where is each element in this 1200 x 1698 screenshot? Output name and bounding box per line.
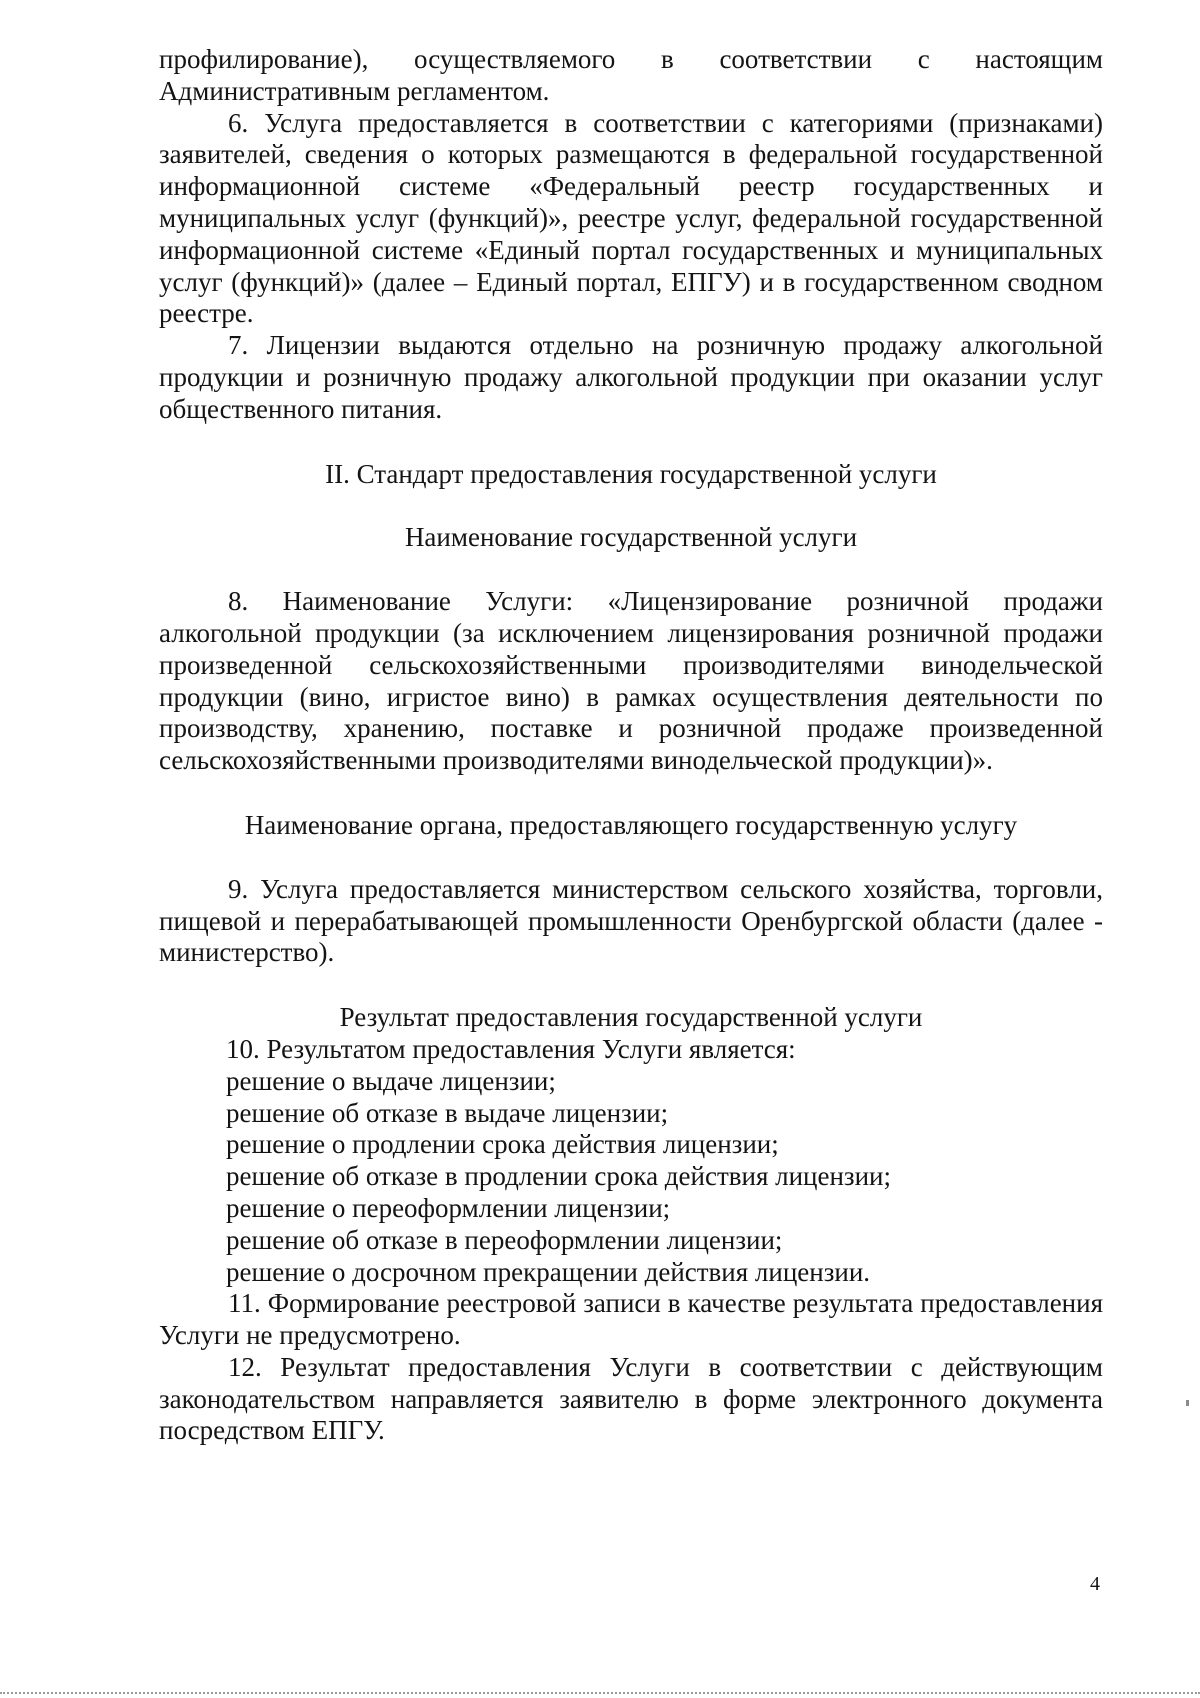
paragraph-11: 11. Формирование реестровой записи в качестве результата предоставления Услуги не предусмотрено. <box>159 1288 1103 1351</box>
paragraph-6: 6. Услуга предоставляется в соответствии с категориями (признаками) заявителей, сведения о которых размещаются в федеральной государственной информационной системе «Федеральный реестр государственных и муниципальных услуг (функций)», реестре услуг, федеральной государственной информационной системе «Единый портал государственных и муниципальных услуг (функций)» (далее – Единый портал, ЕПГУ) и в государственном сводном реестре. <box>159 107 1103 329</box>
result-item: решение об отказе в переоформлении лицензии; <box>226 1224 783 1255</box>
result-item: решение о выдаче лицензии; <box>226 1065 556 1096</box>
paragraph-7: 7. Лицензии выдаются отдельно на розничную продажу алкогольной продукции и розничную продажу алкогольной продукции при оказании услуг общественного питания. <box>159 330 1103 424</box>
scan-bottom-edge <box>0 1692 1200 1694</box>
subheading-authority: Наименование органа, предоставляющего государственную услугу <box>244 809 1018 840</box>
subheading-result: Результат предоставления государственной услуги <box>339 1002 923 1033</box>
result-item: решение об отказе в выдаче лицензии; <box>226 1097 669 1128</box>
result-item: решение о досрочном прекращении действия лицензии. <box>226 1256 871 1287</box>
document-body <box>159 44 1103 1447</box>
subheading-service-name: Наименование государственной услуги <box>404 522 858 553</box>
result-item: решение о переоформлении лицензии; <box>226 1192 671 1223</box>
paragraph-10-intro: 10. Результатом предоставления Услуги является: <box>226 1033 796 1064</box>
paragraph-12: 12. Результат предоставления Услуги в соответствии с действующим законодательством направляется заявителю в форме электронного документа посредством ЕПГУ. <box>159 1351 1103 1446</box>
page-number: 4 <box>1090 1573 1100 1595</box>
paragraph-9: 9. Услуга предоставляется министерством сельского хозяйства, торговли, пищевой и перерабатывающей промышленности Оренбургской области (далее - министерство). <box>159 873 1103 968</box>
section-title: II. Стандарт предоставления государственной услуги <box>325 458 937 489</box>
intro-continuation: профилирование), осуществляемого в соответствии с настоящим Административным регламентом. <box>159 44 1103 106</box>
paragraph-8: 8. Наименование Услуги: «Лицензирование розничной продажи алкогольной продукции (за исключением лицензирования розничной продажи произведенной сельскохозяйственными производителями винодельческой продукции (вино, игристое вино) в рамках осуществления деятельности по производству, хранению, поставке и розничной продаже произведенной сельскохозяйственными производителями винодельческой продукции)». <box>159 586 1103 776</box>
result-item: решение об отказе в продлении срока действия лицензии; <box>226 1161 891 1192</box>
scan-speck <box>1186 1400 1189 1406</box>
result-item: решение о продлении срока действия лицензии; <box>226 1129 779 1160</box>
